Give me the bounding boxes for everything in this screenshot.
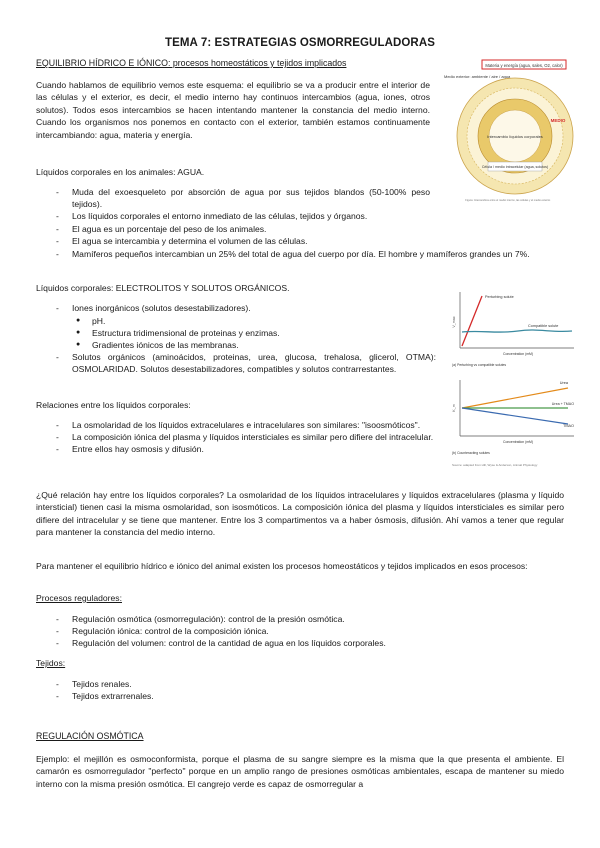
center-label: Intercambio líquidos corporales: [487, 134, 543, 139]
agua-list: [56, 186, 430, 247]
agua-list-last: [56, 248, 564, 260]
graph-a-ylabel: V_max: [452, 316, 456, 328]
list-item: - Regulación del volumen: control de la cantidad de agua en los líquidos corporales.: [56, 638, 386, 649]
ejemplo-paragraph: Ejemplo: el mejillón es osmoconformista, porque el plasma de su sangre siempre es la misma que la que presenta el ambiente. El camarón es osmorregulador "perfecto" porque en un amplio rango de presiones osmóticas ambientales, escapa de mantener su miedo interno con la misma presión osmótica. El cangrejo verde es capaz de osmorregular a: [36, 754, 564, 789]
list-item: - Muda del exoesqueleto por absorción de agua por sus tejidos blandos (50-100% peso tejidos).: [56, 187, 430, 210]
section-heading-regulacion: REGULACIÓN OSMÓTICA: [36, 731, 144, 741]
mantener-paragraph: Para mantener el equilibrio hídrico e iónico del animal existen los procesos homeostáticos y tejidos implicados en esos procesos:: [36, 561, 528, 571]
list-item: - La osmolaridad de los líquidos extracelulares e intracelulares son similares: "isoosmóticos".: [56, 420, 421, 430]
perturbing-solute-line: [462, 296, 482, 346]
liquidos-agua-line: Líquidos corporales en los animales: AGUA.: [36, 167, 205, 177]
graph-a-xlabel: Concentration (mM): [503, 352, 533, 356]
top-label: Materia y energía (agua, sales, O2, calor): [485, 63, 563, 68]
procesos-list: [56, 613, 564, 650]
urea-label: Urea: [559, 381, 568, 385]
graph-a-caption: (a) Perturbing vs compatible solutes: [452, 363, 507, 367]
intro-paragraph: Cuando hablamos de equilibrio vemos este esquema: el equilibrio se va a producir entre el interior de las células y el exterior, es decir, el medio interno hay continuos intercambios (agua, iones, otros solutos). Todos esos intercambios se hacen intentando mantener la constancia del medio interno. Cuando los organismos nos ponemos en contacto con el exterior, también estamos continuamente intercambiando: agua, materia y energía.: [36, 80, 430, 140]
graph-b-caption: (b) Counteracting solutes: [452, 451, 490, 455]
exchange-diagram: [442, 58, 574, 204]
graph-b-xlabel: Concentration (mM): [503, 440, 533, 444]
perturbing-solute-label: Perturbing solute: [485, 295, 514, 299]
figure1-caption: Figura: Intercambios entre el medio interno, las células y el medio exterior.: [465, 199, 551, 202]
solute-graphs-svg: [448, 284, 580, 472]
urea-tmao-label: Urea + TMAO: [551, 402, 574, 406]
iones-sublist: [76, 315, 436, 352]
list-item: - Tejidos extrarrenales.: [56, 691, 154, 702]
tejidos-list: [56, 678, 372, 702]
page-title: TEMA 7: ESTRATEGIAS OSMORREGULADORAS: [164, 37, 436, 49]
compatible-solute-label: Compatible solute: [528, 324, 559, 328]
section-heading-equilibrio: EQUILIBRIO HÍDRICO E IÓNICO: procesos homeostáticos y tejidos implicados: [36, 58, 347, 68]
list-item: - La composición iónica del plasma y líquidos intersticiales es similar pero difiere del intracelular.: [56, 432, 434, 443]
exchange-diagram-svg: [442, 58, 574, 204]
list-item: - Mamíferos pequeños intercambian un 25% del total de agua del cuerpo por día. El hombre y mamíferos grandes un 7%.: [56, 249, 530, 259]
liquidos-electrolitos-line: Líquidos corporales: ELECTROLITOS Y SOLUTOS ORGÁNICOS.: [36, 283, 290, 293]
graph-b-ylabel: K_m: [452, 404, 456, 412]
list-item: ● pH.: [76, 316, 106, 326]
tejidos-heading: Tejidos:: [36, 658, 66, 668]
tmao-line: [462, 408, 568, 424]
list-item: - El agua se intercambia y determina el volumen de las células.: [56, 235, 308, 246]
procesos-heading: Procesos reguladores:: [36, 593, 122, 603]
list-item: - Iones inorgánicos (solutos desestabilizadores).: [56, 303, 251, 313]
electrolitos-list: [56, 302, 436, 314]
list-item: - Entre ellos hay osmosis y difusión.: [56, 444, 204, 455]
compatible-solute-line: [462, 330, 572, 332]
solute-graphs: [448, 284, 580, 472]
center-accent: MEDIO: [550, 118, 566, 123]
pregunta-paragraph: ¿Qué relación hay entre los líquidos corporales? La osmolaridad de los líquidos intracelulares y líquidos extracelulares (plasma y líquido intersticial) tienen casi la misma osmolaridad, son isosmóticos. La composición iónica del plasma y líquidos intersticiales es similar pero difiere del intracelular y se tiene que mantener. Entre los 3 compartimentos va a haber ósmosis, difusión. Ahí vamos a tener que regular para mantener la constancia del medio interno.: [36, 490, 564, 538]
list-item: ● Estructura tridimensional de proteinas y enzimas.: [76, 328, 280, 339]
relaciones-line: Relaciones entre los líquidos corporales:: [36, 400, 191, 410]
relaciones-list: [56, 419, 436, 456]
list-item: - Solutos orgánicos (aminoácidos, proteinas, urea, glucosa, trehalosa, glicerol, OTMA): OSMOLARIDAD. Solutos desestabilizadores, compatibles y solutos contrarrestantes.: [56, 352, 436, 375]
left-label: Medio exterior: ambiente / aire / agua: [444, 74, 511, 79]
list-item: ● Gradientes iónicos de las membranas.: [76, 340, 239, 351]
list-item: - Tejidos renales.: [56, 679, 132, 689]
tmao-label: TMAO: [563, 424, 574, 428]
list-item: - Los líquidos corporales el entorno inmediato de las células, tejidos y órganos.: [56, 211, 368, 222]
list-item: - Regulación iónica: control de la composición iónica.: [56, 626, 269, 637]
list-item: - Regulación osmótica (osmorregulación): control de la presión osmótica.: [56, 614, 345, 624]
graphs-credit: Source: adapted from Hill, Wyse & Anderson, Animal Physiology: [452, 463, 538, 467]
solutos-list: [56, 351, 436, 375]
bottom-label: Célula / medio intracelular (agua, solutos): [481, 165, 549, 169]
list-item: - El agua es un porcentaje del peso de los animales.: [56, 223, 267, 234]
